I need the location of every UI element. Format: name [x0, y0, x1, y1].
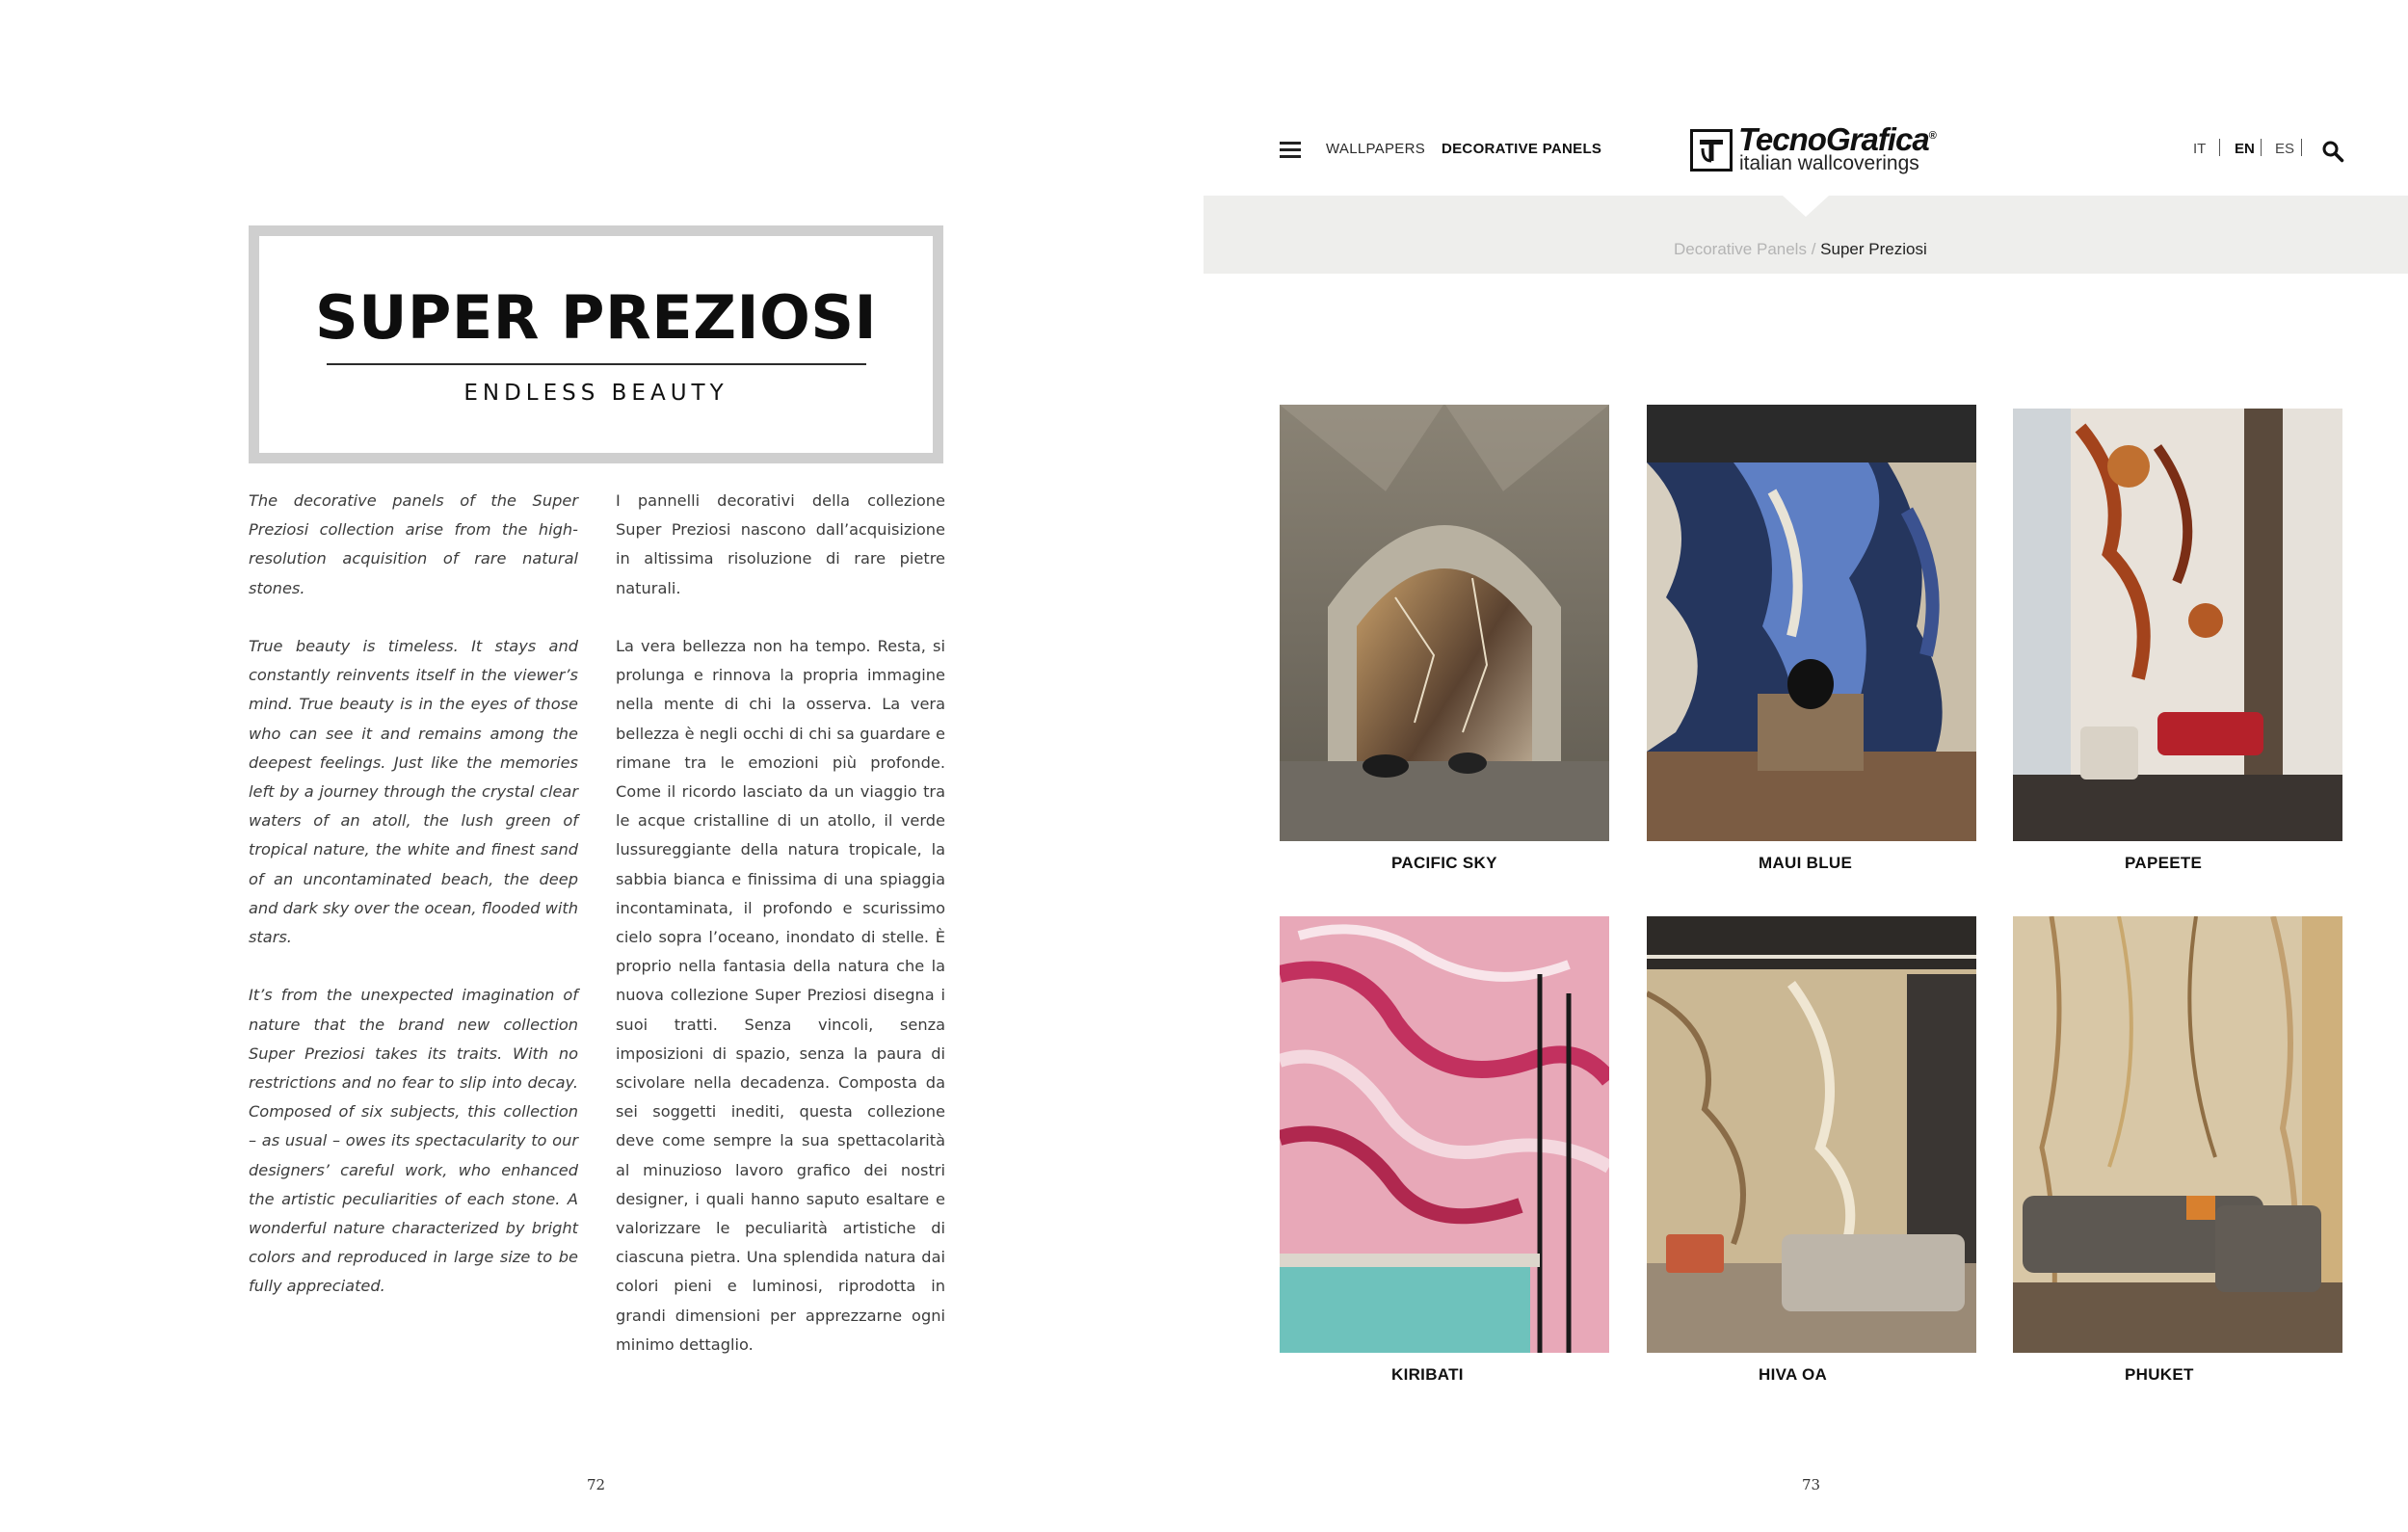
italian-text-column: [616, 487, 945, 1388]
product-tile-papeete[interactable]: [2013, 409, 2342, 880]
hamburger-menu-icon[interactable]: [1280, 142, 1301, 158]
english-text-column: [249, 487, 578, 1331]
product-tile-hiva-oa[interactable]: [1647, 916, 1976, 1391]
product-photo: [1280, 916, 1609, 1353]
language-divider: [2301, 139, 2302, 156]
english-paragraph: True beauty is timeless. It stays and constantly reinvents itself in the viewer’s mind. True beauty is in the eyes of those who can see it and remains among the deepest feelings. Just like the memories left by a journey through the crystal clear waters of an atoll, the lush green of tropical nature, the white and finest sand of an uncontaminated beach, the deep and dark sky over the ocean, flooded with stars.: [249, 637, 578, 947]
language-it[interactable]: IT: [2193, 141, 2207, 157]
nav-decorative-panels[interactable]: DECORATIVE PANELS: [1442, 141, 1602, 157]
product-label[interactable]: MAUI BLUE: [1747, 841, 1976, 885]
product-label[interactable]: HIVA OA: [1747, 1353, 1976, 1396]
product-photo: [1647, 916, 1976, 1353]
italian-paragraph: La vera bellezza non ha tempo. Resta, si prolunga e rinnova la propria immagine nella mente di chi la osserva. La vera bellezza è negli occhi di chi sa guardare e rimane tra le emozioni più profonde. Come il ricordo lasciato da un viaggio tra le acque cristalline di un atollo, il verde lussureggiante della natura tropicale, la sabbia bianca e finissima di una spiaggia incontaminata, il profondo e scurissimo cielo sopra l’oceano, inondato di stelle. È proprio nella fantasia della natura che la nuova collezione Super Preziosi disegna i suoi tratti. Senza vincoli, senza imposizioni di spazio, senza la paura di scivolare nella decadenza. Composta da sei soggetti inediti, questa collezione deve come sempre la sua spettacolarità al minuzioso lavoro grafico dei nostri designer, i quali hanno saputo esaltare e valorizzare le peculiarità artistiche di ciascuna pietra. Una splendida natura dai colori pieni e luminosi, riprodotta in grandi dimensioni per apprezzarne ogni minimo dettaglio.: [616, 637, 945, 1354]
product-tile-pacific-sky[interactable]: [1280, 405, 1609, 880]
logo-tagline: italian wallcoverings: [1739, 152, 1919, 174]
breadcrumb-parent-link[interactable]: Decorative Panels: [1674, 240, 1807, 258]
page-number-right: 73: [1802, 1476, 1821, 1493]
italian-paragraph: I pannelli decorativi della collezione Super Preziosi nascono dall’acquisizione in altissima risoluzione di rare pietre naturali.: [616, 491, 945, 597]
language-divider: [2261, 139, 2262, 156]
product-photo: [2013, 916, 2342, 1353]
page-number-left: 72: [587, 1476, 606, 1493]
title-box: [249, 225, 943, 463]
language-divider: [2219, 139, 2220, 156]
nav-wallpapers[interactable]: WALLPAPERS: [1326, 141, 1426, 157]
breadcrumb-separator: /: [1811, 240, 1816, 258]
logo-mark-icon: [1690, 129, 1733, 172]
product-label[interactable]: KIRIBATI: [1380, 1353, 1609, 1396]
logo-brand: TecnoGrafica®: [1738, 121, 1936, 157]
product-photo: [1280, 405, 1609, 841]
page-title: SUPER PREZIOSI: [314, 282, 878, 353]
breadcrumb-current: Super Preziosi: [1820, 240, 1927, 258]
english-paragraph: It’s from the unexpected imagination of nature that the brand new collection Super Preziosi takes its traits. With no restrictions and no fear to slip into decay. Composed of six subjects, this collection – as usual – owes its spectacularity to our designers’ careful work, who enhanced the artistic peculiarities of each stone. A wonderful nature characterized by bright colors and reproduced in large size to be fully appreciated.: [249, 986, 578, 1296]
product-photo: [1647, 405, 1976, 841]
page-subtitle: ENDLESS BEAUTY: [463, 381, 728, 406]
product-tile-maui-blue[interactable]: [1647, 405, 1976, 880]
product-photo: [2013, 409, 2342, 841]
product-label[interactable]: PAPEETE: [2113, 841, 2342, 885]
search-icon[interactable]: [2321, 140, 2344, 163]
language-es[interactable]: ES: [2275, 141, 2295, 157]
breadcrumb: [1674, 240, 1927, 259]
product-tile-phuket[interactable]: [2013, 916, 2342, 1391]
product-label[interactable]: PACIFIC SKY: [1380, 841, 1609, 885]
product-label[interactable]: PHUKET: [2113, 1353, 2342, 1396]
language-en[interactable]: EN: [2235, 141, 2255, 157]
title-divider: [327, 363, 866, 365]
product-tile-kiribati[interactable]: [1280, 916, 1609, 1391]
breadcrumb-pointer: [1783, 196, 1829, 217]
english-paragraph: The decorative panels of the Super Preziosi collection arise from the high-resolution acquisition of rare natural stones.: [249, 491, 578, 597]
